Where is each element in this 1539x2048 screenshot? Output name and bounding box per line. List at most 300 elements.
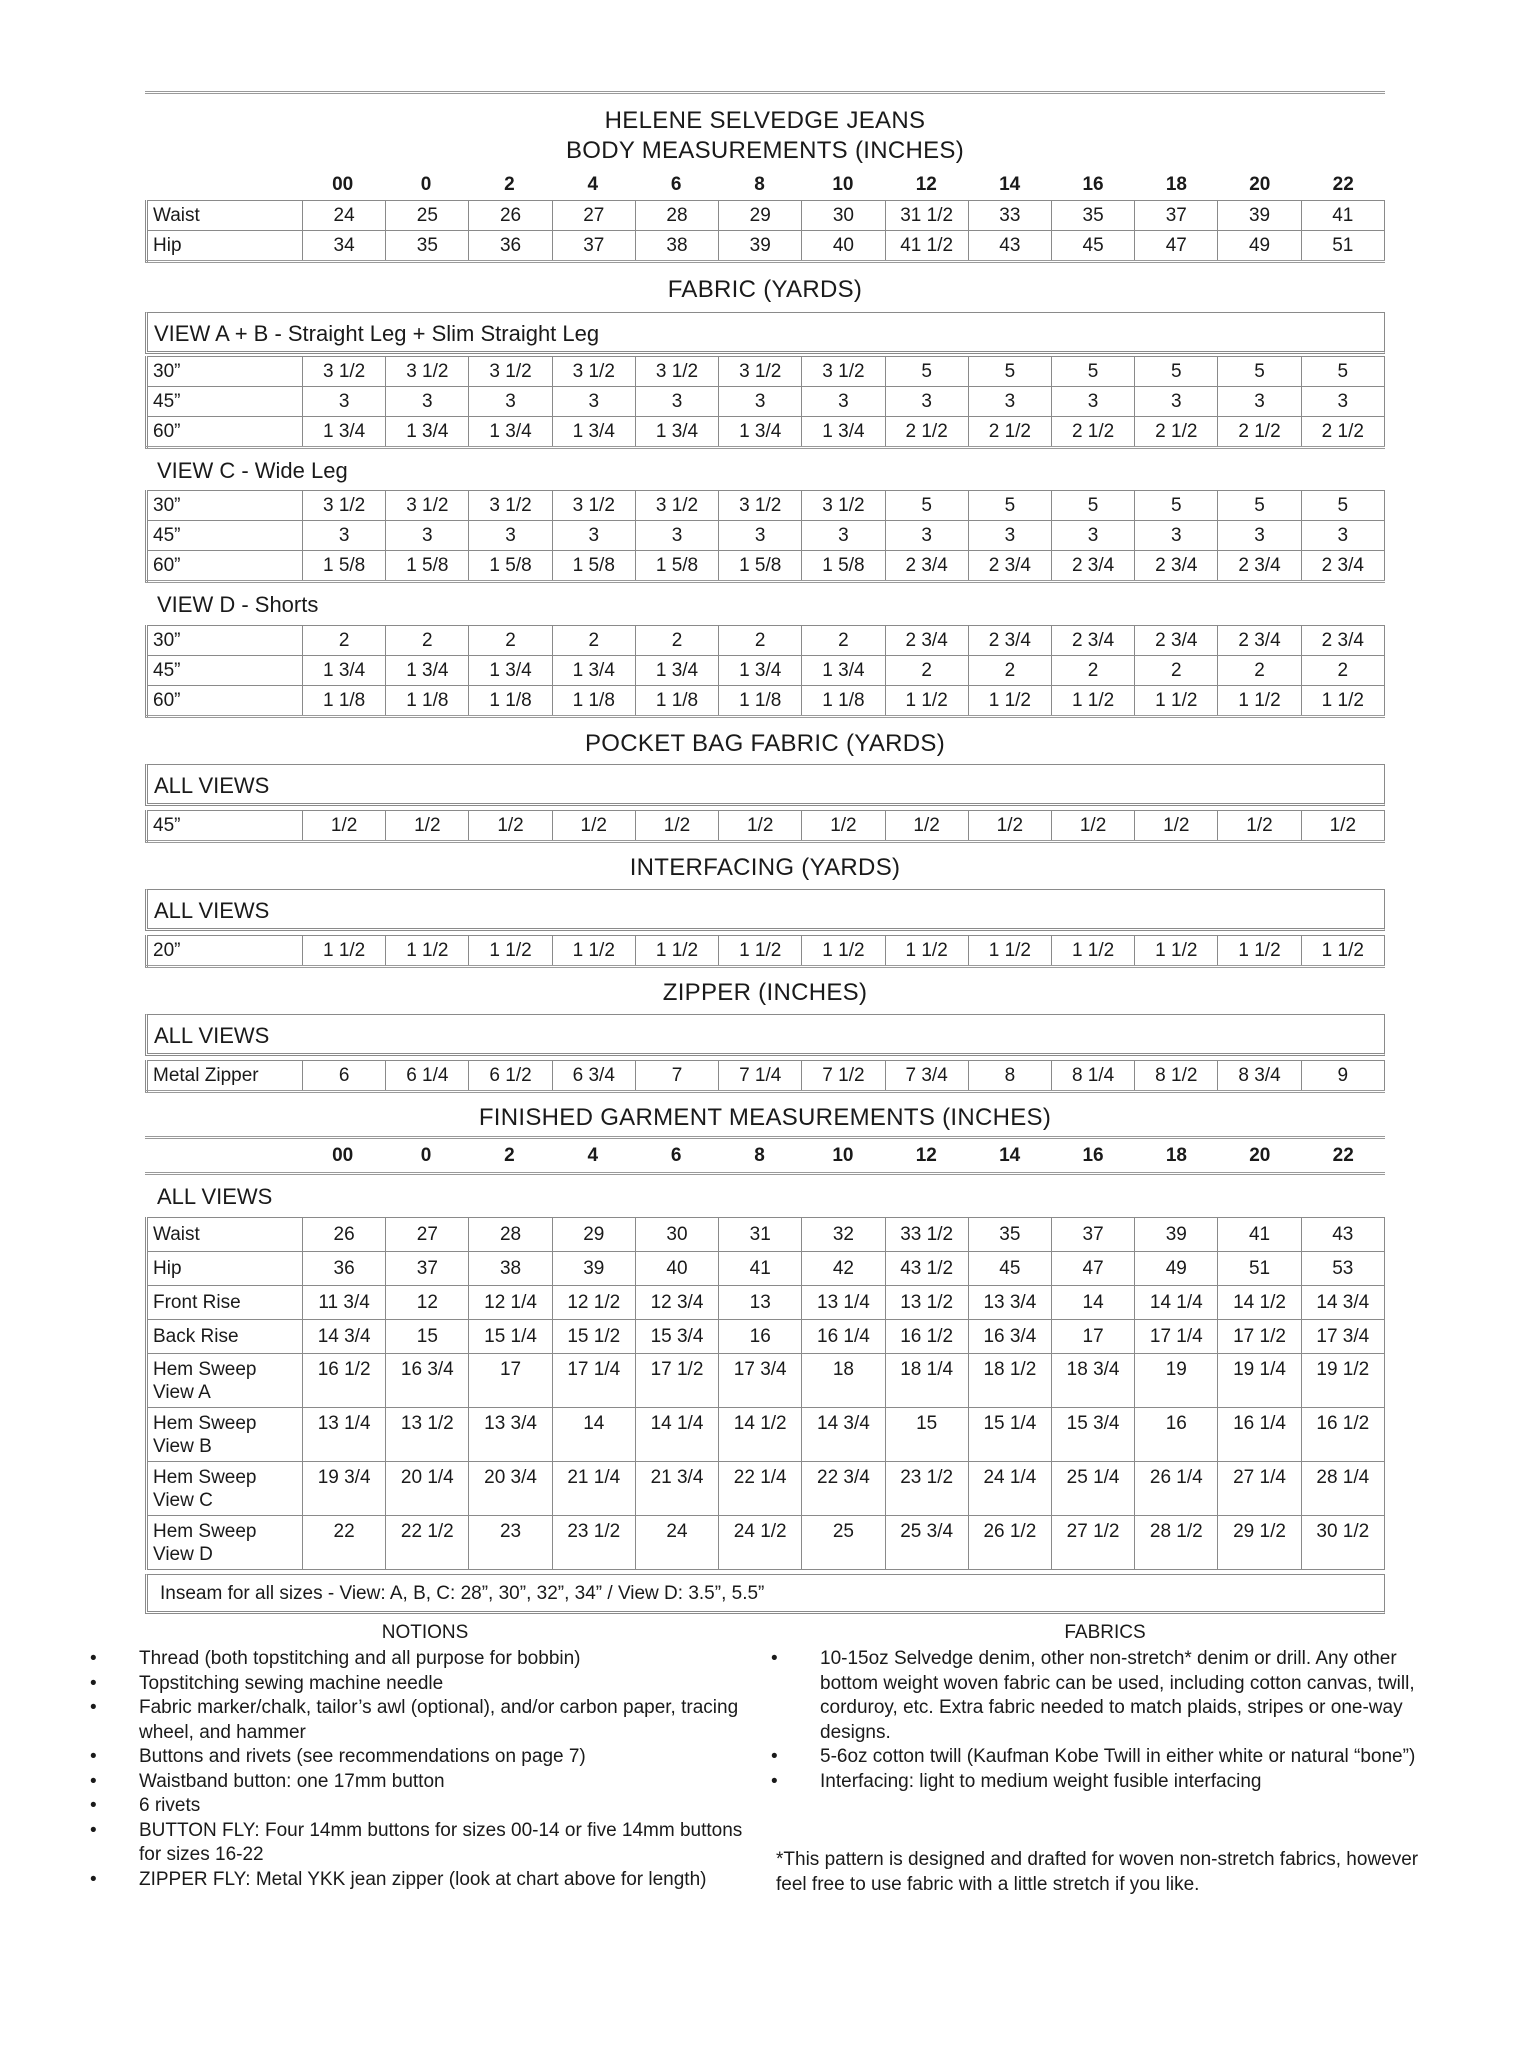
value-cell: 3 [885,387,968,417]
fabric-item: • 10-15oz Selvedge denim, other non-stretch* denim or drill. Any other bottom weight woven fabric can be used, including cotton canvas, twill, corduroy, etc. Extra fabric needed to match plaids, stripes or one-way designs. [776,1647,1431,1745]
value-cell: 1 3/4 [386,417,469,448]
row-label: Metal Zipper [147,1061,303,1092]
value-cell: 14 1/4 [1135,1286,1218,1320]
value-cell: 18 1/4 [885,1354,968,1408]
pocket-bag-table [145,810,1385,843]
value-cell: 5 [885,491,968,521]
value-cell: 1/2 [885,811,968,842]
value-cell: 18 [802,1354,885,1408]
finished-measurement-row [147,1286,1385,1320]
row-label: 20” [147,936,303,967]
body-measurements-title: BODY MEASUREMENTS (INCHES) [565,137,965,164]
row-label: 30” [147,491,303,521]
interfacing-view-label: ALL VIEWS [145,889,1385,931]
finished-measurement-row [147,1516,1385,1570]
value-cell: 1 3/4 [719,656,802,686]
value-cell: 7 3/4 [885,1061,968,1092]
value-cell: 1 1/2 [1301,686,1384,717]
size-header-cell: 18 [1165,174,1187,195]
body-measurement-row [147,231,1385,262]
value-cell: 1 1/8 [635,686,718,717]
value-cell: 2 3/4 [885,551,968,582]
view-c-label: VIEW C - Wide Leg [157,458,348,483]
value-cell: 5 [1218,491,1301,521]
value-cell: 32 [802,1218,885,1252]
size-header-cell: 0 [420,174,432,195]
notion-item: • Fabric marker/chalk, tailor’s awl (optional), and/or carbon paper, tracing wheel, and hammer [95,1696,760,1745]
notions-list [95,1647,760,1892]
value-cell: 7 1/4 [719,1061,802,1092]
row-label: 45” [147,387,303,417]
value-cell: 3 1/2 [469,491,552,521]
value-cell: 1 1/2 [1218,936,1301,967]
interfacing-title: INTERFACING (YARDS) [629,854,901,881]
value-cell: 15 [386,1320,469,1354]
row-label: 30” [147,626,303,656]
size-header-cell: 10 [832,174,854,195]
size-header-cell: 10 [832,1145,854,1166]
value-cell: 43 1/2 [885,1252,968,1286]
value-cell: 37 [1051,1218,1134,1252]
value-cell: 34 [303,231,386,262]
value-cell: 2 1/2 [1218,417,1301,448]
value-cell: 2 [303,626,386,656]
value-cell: 2 [386,626,469,656]
finished-view-label: ALL VIEWS [157,1184,273,1209]
value-cell: 14 3/4 [802,1408,885,1462]
value-cell: 3 [719,387,802,417]
size-header-cell: 20 [1249,1145,1271,1166]
value-cell: 2 3/4 [885,626,968,656]
value-cell: 1 1/8 [303,686,386,717]
view-d-label: VIEW D - Shorts [157,592,319,617]
value-cell: 22 1/2 [386,1516,469,1570]
value-cell: 2 [885,656,968,686]
value-cell: 24 1/4 [968,1462,1051,1516]
value-cell: 28 [469,1218,552,1252]
value-cell: 3 [1301,521,1384,551]
value-cell: 18 3/4 [1051,1354,1134,1408]
value-cell: 39 [1218,201,1301,231]
value-cell: 1 1/2 [719,936,802,967]
value-cell: 6 1/4 [386,1061,469,1092]
value-cell: 3 [386,521,469,551]
value-cell: 1 1/8 [802,686,885,717]
value-cell: 22 [303,1516,386,1570]
value-cell: 33 [968,201,1051,231]
value-cell: 1 5/8 [635,551,718,582]
value-cell: 1 5/8 [303,551,386,582]
value-cell: 14 [1051,1286,1134,1320]
value-cell: 2 3/4 [1301,551,1384,582]
value-cell: 1 3/4 [386,656,469,686]
value-cell: 5 [1051,357,1134,387]
value-cell: 13 3/4 [469,1408,552,1462]
value-cell: 1 1/2 [968,686,1051,717]
value-cell: 2 3/4 [1135,626,1218,656]
notion-item: • Waistband button: one 17mm button [95,1770,760,1795]
size-header-cell: 6 [670,174,682,195]
pocket-bag-section [145,810,1385,843]
value-cell: 21 1/4 [552,1462,635,1516]
value-cell: 2 3/4 [1218,626,1301,656]
value-cell: 13 1/4 [303,1408,386,1462]
value-cell: 24 [635,1516,718,1570]
value-cell: 1/2 [802,811,885,842]
view-ab-label: VIEW A + B - Straight Leg + Slim Straight Leg [145,312,1385,354]
value-cell: 2 [1218,656,1301,686]
value-cell: 30 [635,1218,718,1252]
row-label: Waist [147,1218,303,1252]
value-cell: 36 [469,231,552,262]
value-cell: 3 [635,521,718,551]
value-cell: 25 1/4 [1051,1462,1134,1516]
size-header-cell: 20 [1249,174,1271,195]
size-header-cell: 00 [332,1145,354,1166]
size-header-cell: 22 [1332,174,1354,195]
value-cell: 16 3/4 [386,1354,469,1408]
value-cell: 1 1/2 [885,936,968,967]
value-cell: 19 3/4 [303,1462,386,1516]
value-cell: 2 [1051,656,1134,686]
value-cell: 38 [469,1252,552,1286]
value-cell: 2 [1135,656,1218,686]
interfacing-table [145,935,1385,968]
value-cell: 41 [1301,201,1384,231]
value-cell: 5 [968,491,1051,521]
fabrics-title: FABRICS [1064,1622,1146,1643]
finished-measurement-row [147,1354,1385,1408]
value-cell: 5 [1301,357,1384,387]
value-cell: 3 [552,521,635,551]
value-cell: 1/2 [1301,811,1384,842]
value-cell: 16 1/4 [1218,1408,1301,1462]
notion-item: • Topstitching sewing machine needle [95,1672,760,1697]
value-cell: 27 [552,201,635,231]
value-cell: 12 3/4 [635,1286,718,1320]
value-cell: 2 3/4 [1051,551,1134,582]
value-cell: 47 [1051,1252,1134,1286]
fabric-title: FABRIC (YARDS) [667,276,863,303]
value-cell: 3 [552,387,635,417]
fabric-row [147,357,1385,387]
value-cell: 26 [303,1218,386,1252]
value-cell: 15 1/4 [968,1408,1051,1462]
value-cell: 1/2 [552,811,635,842]
value-cell: 17 1/4 [552,1354,635,1408]
row-label: Hem Sweep View D [147,1516,303,1570]
value-cell: 42 [802,1252,885,1286]
fabric-row [147,521,1385,551]
value-cell: 11 3/4 [303,1286,386,1320]
value-cell: 3 1/2 [469,357,552,387]
value-cell: 1 3/4 [552,656,635,686]
value-cell: 29 [552,1218,635,1252]
value-cell: 1 1/8 [386,686,469,717]
zipper-section [145,1060,1385,1093]
row-label: Hip [147,231,303,262]
notion-item: • BUTTON FLY: Four 14mm buttons for sizes 00-14 or five 14mm buttons for sizes 16-22 [95,1819,760,1868]
value-cell: 14 1/4 [635,1408,718,1462]
value-cell: 1/2 [719,811,802,842]
value-cell: 1 3/4 [635,656,718,686]
value-cell: 13 1/2 [885,1286,968,1320]
value-cell: 16 3/4 [968,1320,1051,1354]
value-cell: 3 [968,521,1051,551]
body-size-header [145,170,1385,200]
size-header-blank [145,1141,301,1171]
value-cell: 25 [802,1516,885,1570]
value-cell: 14 [552,1408,635,1462]
value-cell: 5 [885,357,968,387]
value-cell: 3 [1135,387,1218,417]
fabric-footnote: *This pattern is designed and drafted for woven non-stretch fabrics, however feel free to use fabric with a little stretch if you like. [776,1849,1419,1895]
value-cell: 1/2 [968,811,1051,842]
value-cell: 1/2 [303,811,386,842]
value-cell: 39 [1135,1218,1218,1252]
size-header-cell: 2 [504,174,515,195]
value-cell: 35 [386,231,469,262]
value-cell: 36 [303,1252,386,1286]
value-cell: 1 1/2 [1301,936,1384,967]
value-cell: 47 [1135,231,1218,262]
fabric-row [147,686,1385,717]
value-cell: 26 1/4 [1135,1462,1218,1516]
notions-title: NOTIONS [381,1622,469,1643]
size-header-cell: 0 [420,1145,432,1166]
value-cell: 25 3/4 [885,1516,968,1570]
value-cell: 13 1/4 [802,1286,885,1320]
value-cell: 6 [303,1061,386,1092]
value-cell: 3 [1051,387,1134,417]
value-cell: 35 [968,1218,1051,1252]
size-header-blank [145,170,301,200]
fabric-row [147,417,1385,448]
value-cell: 51 [1218,1252,1301,1286]
value-cell: 3 [802,521,885,551]
value-cell: 40 [635,1252,718,1286]
document-title: HELENE SELVEDGE JEANS [604,107,926,134]
value-cell: 1/2 [1218,811,1301,842]
zipper-view-label: ALL VIEWS [145,1014,1385,1056]
size-header-cell: 16 [1082,174,1104,195]
value-cell: 12 1/4 [469,1286,552,1320]
pocket-bag-title: POCKET BAG FABRIC (YARDS) [584,730,945,757]
value-cell: 17 1/2 [1218,1320,1301,1354]
value-cell: 20 3/4 [469,1462,552,1516]
value-cell: 2 [968,656,1051,686]
finished-measurement-row [147,1252,1385,1286]
value-cell: 16 1/4 [802,1320,885,1354]
top-rule [145,91,1385,94]
row-label: 45” [147,811,303,842]
body-measurement-row [147,201,1385,231]
value-cell: 3 [303,387,386,417]
value-cell: 1 3/4 [802,656,885,686]
value-cell: 1 5/8 [386,551,469,582]
value-cell: 1 1/2 [1135,936,1218,967]
value-cell: 13 3/4 [968,1286,1051,1320]
value-cell: 21 3/4 [635,1462,718,1516]
value-cell: 43 [968,231,1051,262]
value-cell: 24 [303,201,386,231]
value-cell: 22 1/4 [719,1462,802,1516]
value-cell: 12 [386,1286,469,1320]
value-cell: 2 1/2 [1301,417,1384,448]
value-cell: 17 [469,1354,552,1408]
value-cell: 2 1/2 [968,417,1051,448]
value-cell: 16 [719,1320,802,1354]
value-cell: 3 [719,521,802,551]
value-cell: 15 3/4 [635,1320,718,1354]
value-cell: 8 3/4 [1218,1061,1301,1092]
fabric-row [147,626,1385,656]
fabric-row [147,551,1385,582]
value-cell: 37 [552,231,635,262]
value-cell: 1 1/2 [303,936,386,967]
value-cell: 23 1/2 [552,1516,635,1570]
value-cell: 38 [635,231,718,262]
value-cell: 3 1/2 [635,357,718,387]
value-cell: 2 [1301,656,1384,686]
value-cell: 8 1/4 [1051,1061,1134,1092]
value-cell: 1 1/2 [635,936,718,967]
fabric-view-d-section [145,625,1385,718]
value-cell: 6 3/4 [552,1061,635,1092]
value-cell: 37 [386,1252,469,1286]
row-label: 45” [147,656,303,686]
value-cell: 3 1/2 [719,357,802,387]
value-cell: 27 [386,1218,469,1252]
value-cell: 1/2 [469,811,552,842]
interfacing-section [145,935,1385,968]
value-cell: 1 3/4 [719,417,802,448]
finished-header-rule [145,1172,1385,1175]
finished-measurement-row [147,1218,1385,1252]
value-cell: 5 [1051,491,1134,521]
value-cell: 14 1/2 [1218,1286,1301,1320]
value-cell: 2 [635,626,718,656]
pocket-bag-view-label: ALL VIEWS [145,764,1385,806]
value-cell: 19 1/4 [1218,1354,1301,1408]
value-cell: 3 [1135,521,1218,551]
fabric-item: • Interfacing: light to medium weight fusible interfacing [776,1770,1431,1795]
value-cell: 2 1/2 [885,417,968,448]
value-cell: 14 1/2 [719,1408,802,1462]
value-cell: 1 1/2 [802,936,885,967]
value-cell: 2 [802,626,885,656]
size-header-cell: 6 [670,1145,682,1166]
value-cell: 17 [1051,1320,1134,1354]
value-cell: 3 [968,387,1051,417]
fabric-view-c-section [145,490,1385,583]
body-measurements-section [145,170,1385,263]
value-cell: 3 1/2 [635,491,718,521]
value-cell: 3 1/2 [802,357,885,387]
value-cell: 3 [469,521,552,551]
size-header-cell: 8 [754,174,765,195]
value-cell: 40 [802,231,885,262]
value-cell: 2 3/4 [1051,626,1134,656]
value-cell: 1 5/8 [719,551,802,582]
value-cell: 53 [1301,1252,1384,1286]
row-label: Hem Sweep View C [147,1462,303,1516]
row-label: Hem Sweep View B [147,1408,303,1462]
value-cell: 22 3/4 [802,1462,885,1516]
value-cell: 2 [719,626,802,656]
value-cell: 16 1/2 [303,1354,386,1408]
size-header-cell: 14 [999,174,1021,195]
row-label: Waist [147,201,303,231]
row-label: 45” [147,521,303,551]
value-cell: 17 3/4 [1301,1320,1384,1354]
value-cell: 14 3/4 [303,1320,386,1354]
value-cell: 1 5/8 [469,551,552,582]
row-label: Back Rise [147,1320,303,1354]
fabric-view-c-table [145,490,1385,583]
body-measurements-table [145,200,1385,263]
value-cell: 1/2 [635,811,718,842]
value-cell: 41 [719,1252,802,1286]
value-cell: 3 1/2 [303,357,386,387]
value-cell: 3 [1218,387,1301,417]
value-cell: 2 3/4 [1135,551,1218,582]
value-cell: 45 [968,1252,1051,1286]
value-cell: 23 [469,1516,552,1570]
value-cell: 3 1/2 [386,491,469,521]
value-cell: 1 1/2 [968,936,1051,967]
value-cell: 30 1/2 [1301,1516,1384,1570]
value-cell: 5 [1301,491,1384,521]
value-cell: 3 [635,387,718,417]
value-cell: 12 1/2 [552,1286,635,1320]
row-label: Hip [147,1252,303,1286]
row-label: 60” [147,686,303,717]
value-cell: 7 [635,1061,718,1092]
value-cell: 3 1/2 [552,491,635,521]
size-header-cell: 8 [754,1145,765,1166]
value-cell: 3 1/2 [552,357,635,387]
finished-rule [145,1136,1385,1139]
value-cell: 1 1/8 [469,686,552,717]
value-cell: 15 [885,1408,968,1462]
value-cell: 1 3/4 [303,656,386,686]
fabrics-list [776,1647,1431,1794]
finished-size-header [145,1141,1385,1171]
value-cell: 1/2 [1051,811,1134,842]
notion-item: • 6 rivets [95,1794,760,1819]
value-cell: 2 [552,626,635,656]
row-label: 60” [147,417,303,448]
value-cell: 1 3/4 [552,417,635,448]
value-cell: 1 1/2 [1218,686,1301,717]
value-cell: 30 [802,201,885,231]
value-cell: 3 1/2 [386,357,469,387]
fabric-item: • 5-6oz cotton twill (Kaufman Kobe Twill in either white or natural “bone”) [776,1745,1431,1770]
value-cell: 3 [802,387,885,417]
value-cell: 16 [1135,1408,1218,1462]
pocket-bag-row [147,811,1385,842]
notion-item: • Buttons and rivets (see recommendations on page 7) [95,1745,760,1770]
value-cell: 5 [968,357,1051,387]
zipper-table [145,1060,1385,1093]
value-cell: 1 1/2 [469,936,552,967]
value-cell: 13 1/2 [386,1408,469,1462]
value-cell: 1 1/2 [885,686,968,717]
notion-item: • ZIPPER FLY: Metal YKK jean zipper (look at chart above for length) [95,1868,760,1893]
value-cell: 2 1/2 [1051,417,1134,448]
value-cell: 1 1/2 [1051,686,1134,717]
